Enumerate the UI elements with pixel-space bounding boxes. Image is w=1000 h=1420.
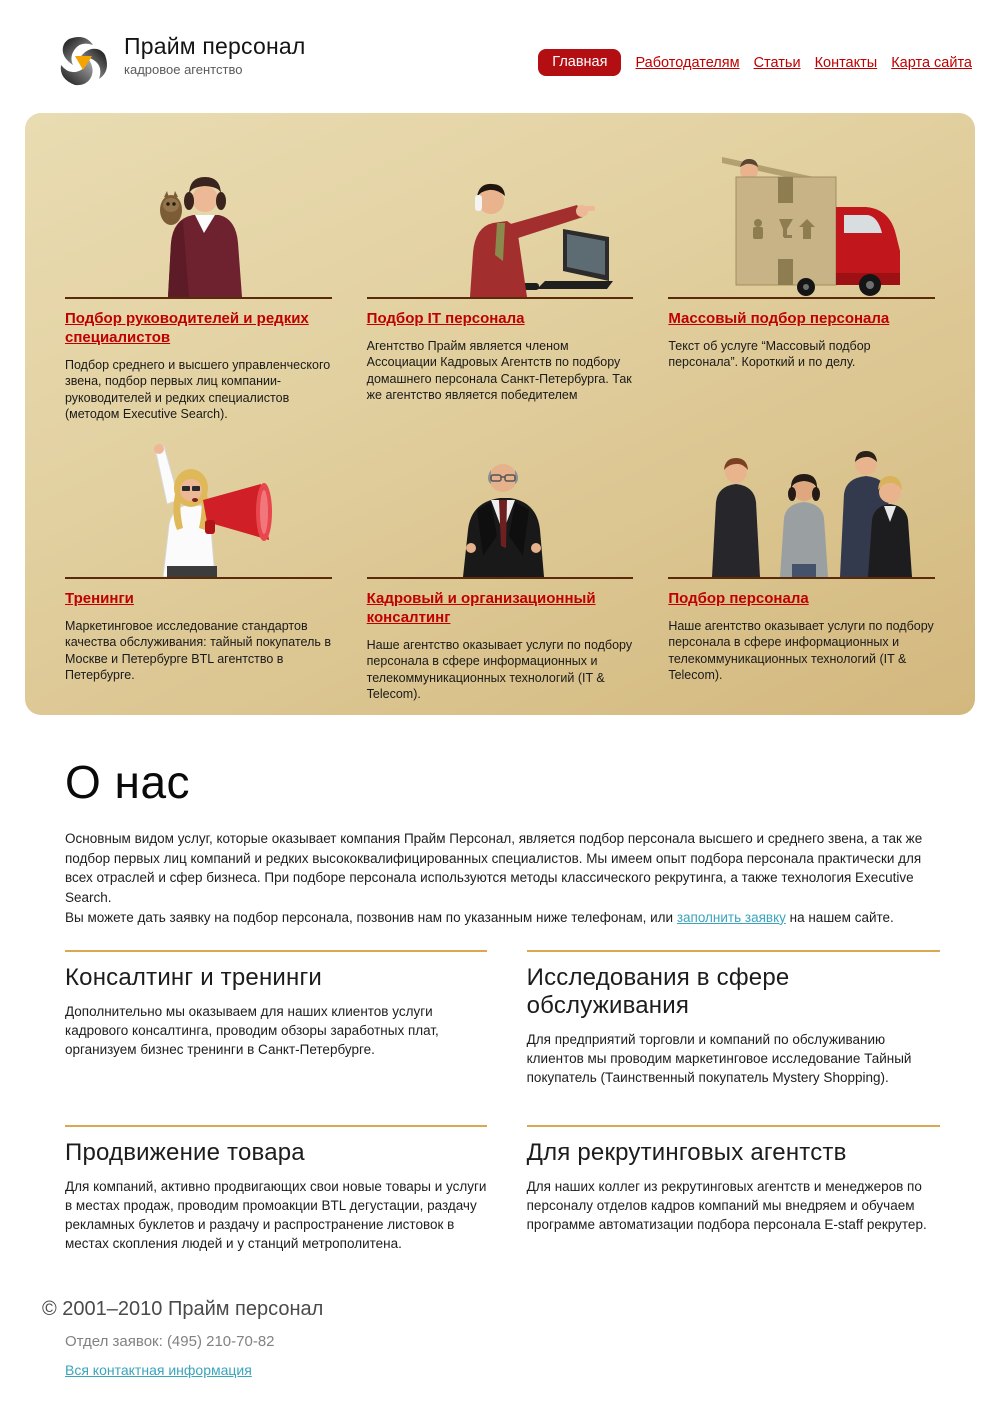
service-text: Маркетинговое исследование стандартов качества обслуживания: тайный покупатель в Москве и Петербурге BTL агентство в Петербурге. (65, 618, 332, 683)
footer (0, 1298, 1000, 1420)
main-nav (538, 49, 972, 76)
service-text: Агентство Прайм является членом Ассоциации Кадровых Агентств по подбору домашнего персонала Санкт-Петербурга. Так же агентство является победителем (366, 338, 632, 403)
feature-consulting-trainings (65, 950, 487, 1087)
divider (65, 577, 332, 579)
about-title: О нас (65, 756, 191, 808)
copyright-text: © 2001–2010 Прайм персонал (42, 1297, 324, 1320)
service-title-mass-recruiting[interactable]: Массовый подбор персонала (668, 310, 890, 327)
feature-recruiting-agencies (527, 1125, 940, 1254)
service-title-it-staff[interactable]: Подбор IT персонала (366, 310, 525, 327)
divider (367, 577, 634, 579)
features-section (0, 950, 1000, 1254)
service-title-executive-search[interactable]: Подбор руководителей и редких специалистов (65, 310, 309, 346)
divider (367, 297, 634, 299)
service-title-trainings[interactable]: Тренинги (65, 590, 134, 607)
feature-text: Для наших коллег из рекрутинговых агентств и менеджеров по персоналу отделов кадров компаний мы внедряем и обучаем программе автоматизации подбора персонала E-staff рекрутер. (526, 1178, 927, 1233)
nav-item-sitemap[interactable]: Карта сайта (891, 54, 972, 71)
divider (65, 297, 332, 299)
feature-title: Исследования в сфере обслуживания (526, 963, 790, 1019)
nav-item-articles[interactable]: Статьи (753, 54, 801, 71)
service-card-it-staff (367, 155, 634, 444)
service-card-hr-consulting (367, 444, 634, 715)
service-text: Подбор среднего и высшего управленческого звена, подбор первых лиц компании-руководителей и редких специалистов (методом Executive Search). (65, 357, 331, 421)
brand (55, 33, 305, 94)
photo-woman-megaphone (65, 444, 332, 577)
nav-item-employers[interactable]: Работодателям (635, 54, 740, 71)
header (0, 0, 1000, 113)
about-paragraph (65, 829, 935, 928)
divider (668, 577, 935, 579)
service-text: Наше агентство оказывает услуги по подбору персонала в сфере информационных и телекоммуникационных технологий (IT & Telecom). (668, 618, 934, 683)
all-contacts-link[interactable]: Вся контактная информация (65, 1361, 252, 1378)
photo-truck-with-box (668, 155, 935, 297)
about-paragraph-1: Основным видом услуг, которые оказывает компания Прайм Персонал, является подбор персонала высшего и среднего звена, а так же подбор первых лиц компаний и редких высококвалифицированных специалистов. Мы имеем опыт подбора персонала практически для всех отраслей и сфер бизнеса. При подборе персонала используются методы классического рекрутинга, а также технология Executive Search. (65, 831, 923, 906)
feature-text: Дополнительно мы оказываем для наших клиентов услуги кадрового консалтинга, проводим обзоры заработных плат, организуем бизнес тренинги в Санкт-Петербурге. (65, 1003, 439, 1057)
site-tagline: кадровое агентство (124, 62, 243, 77)
feature-title: Продвижение товара (65, 1138, 305, 1166)
service-text: Текст об услуге “Массовый подбор персонала”. Короткий и по делу. (668, 338, 871, 370)
nav-item-contacts[interactable]: Контакты (814, 54, 878, 71)
about-paragraph-2-before: Вы можете дать заявку на подбор персонала, позвонив нам по указанным ниже телефонам, или (65, 909, 677, 925)
photo-team-group (668, 444, 935, 577)
site-title: Прайм персонал (124, 33, 306, 59)
logo-icon (55, 33, 111, 94)
service-title-staff-recruiting[interactable]: Подбор персонала (668, 590, 809, 607)
photo-man-phone-laptop (367, 155, 634, 297)
brand-text (124, 33, 305, 77)
feature-title: Для рекрутинговых агентств (526, 1138, 847, 1166)
feature-text: Для предприятий торговли и компаний по обслуживанию клиентов мы проводим маркетинговое исследование Тайный покупатель (Таинственный покупатель Mystery Shopping). (526, 1031, 912, 1085)
service-card-mass-recruiting (668, 155, 935, 444)
service-title-hr-consulting[interactable]: Кадровый и организационный консалтинг (366, 590, 596, 626)
feature-text: Для компаний, активно продвигающих свои новые товары и услуги в местах продаж, проводим промоакции BTL дегустации, раздачу рекламных буклетов и раздачу и распространение листовок в местах скопления людей и у станций метрополитена. (65, 1178, 487, 1252)
service-text: Наше агентство оказывает услуги по подбору персонала в сфере информационных и телекоммуникационных технологий (IT & Telecom). (366, 637, 633, 701)
service-card-staff-recruiting (668, 444, 935, 715)
photo-consultant-suit (367, 444, 634, 577)
fill-request-link[interactable]: заполнить заявку (676, 909, 786, 925)
about-paragraph-2-after: на нашем сайте. (785, 909, 894, 925)
service-card-executive-search (65, 155, 332, 444)
photo-woman-with-owl (65, 155, 332, 297)
about-section (0, 715, 1000, 928)
service-card-trainings (65, 444, 332, 715)
feature-product-promotion (65, 1125, 487, 1254)
feature-service-research (527, 950, 940, 1087)
feature-title: Консалтинг и тренинги (65, 963, 323, 991)
services-panel (25, 113, 975, 715)
phone-line: Отдел заявок: (495) 210-70-82 (65, 1332, 275, 1350)
divider (668, 297, 935, 299)
nav-item-home[interactable]: Главная (538, 49, 621, 76)
